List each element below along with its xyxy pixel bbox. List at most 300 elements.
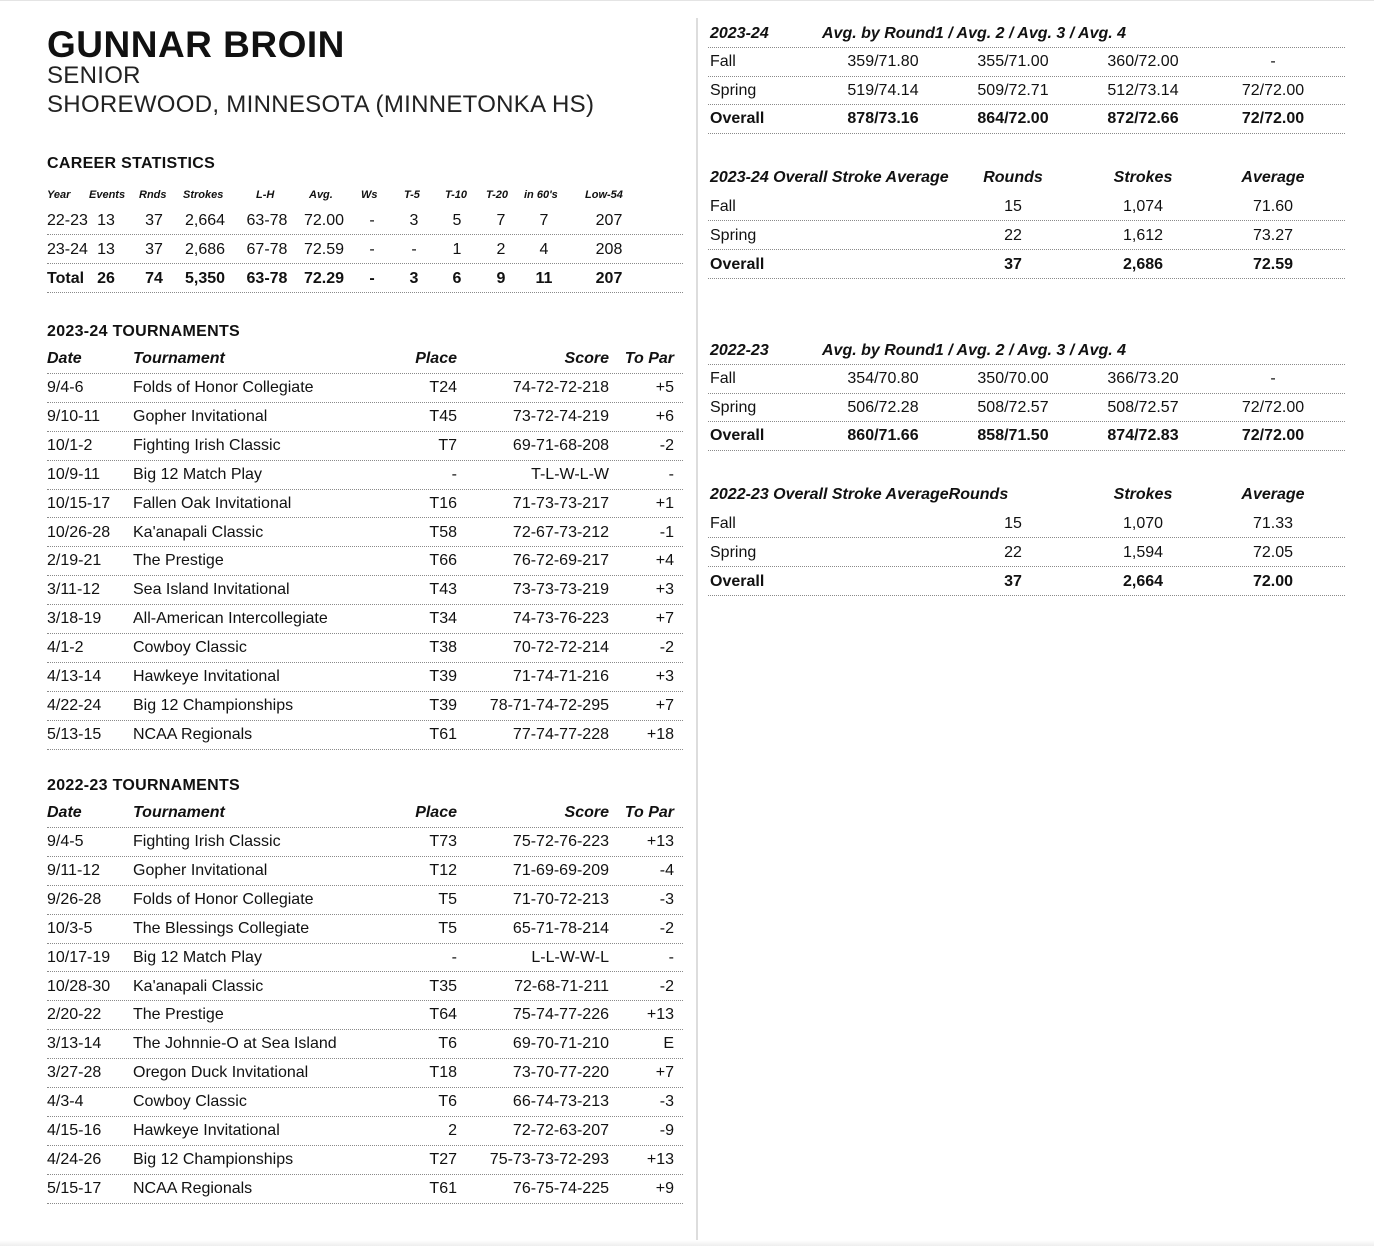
total-cell: 207 <box>595 270 623 287</box>
total-cell: 2,686 <box>1122 256 1164 273</box>
table-cell: 3/18-19 <box>47 610 102 628</box>
table-cell: +3 <box>655 581 674 599</box>
table-row <box>708 509 1345 538</box>
column-header: 2023-24 Overall Stroke Average <box>710 169 949 186</box>
total-cell: 9 <box>496 270 506 287</box>
table-cell: T66 <box>429 552 457 570</box>
table-row <box>708 77 1345 106</box>
table-cell: 9/4-5 <box>47 833 84 850</box>
table-cell: 208 <box>595 241 623 258</box>
tournaments-2023-24-title: 2023-24 TOURNAMENTS <box>47 323 241 340</box>
table-cell: 2/19-21 <box>47 552 102 570</box>
table-cell: T35 <box>429 977 457 995</box>
table-total-row <box>708 422 1345 451</box>
table-row <box>47 634 683 663</box>
player-hometown: SHOREWOOD, MINNESOTA (MINNETONKA HS) <box>47 91 595 118</box>
column-header: Score <box>564 350 609 367</box>
column-header: T-10 <box>445 189 468 201</box>
table-cell: 509/72.71 <box>977 81 1049 99</box>
table-cell: Ka'anapali Classic <box>133 977 264 995</box>
table-cell: - <box>451 465 457 483</box>
table-cell: -3 <box>659 890 674 908</box>
table-cell: 22 <box>1004 227 1022 244</box>
table-cell: 1,070 <box>1122 515 1164 532</box>
table-cell: E <box>663 1035 674 1053</box>
table-cell: +7 <box>655 1064 674 1082</box>
table-cell: T6 <box>438 1035 457 1053</box>
table-cell: T64 <box>429 1006 457 1024</box>
table-cell: 76-72-69-217 <box>512 552 609 570</box>
table-cell: T5 <box>438 919 457 937</box>
table-cell: 3/27-28 <box>47 1064 102 1082</box>
table-row <box>47 886 683 915</box>
table-cell: 75-72-76-223 <box>512 833 609 850</box>
table-cell: 37 <box>145 212 163 229</box>
table-cell: T-L-W-L-W <box>531 465 609 483</box>
column-header: Tournament <box>133 350 225 367</box>
column-header: in 60's <box>524 189 558 201</box>
table-cell: 4/24-26 <box>47 1150 102 1168</box>
table-cell: 512/73.14 <box>1107 81 1179 99</box>
column-header: L-H <box>256 189 275 201</box>
table-cell: NCAA Regionals <box>133 1179 253 1197</box>
table-cell: 4/3-4 <box>47 1093 84 1111</box>
column-header: Tournament <box>133 804 225 821</box>
table-cell: The Blessings Collegiate <box>133 919 310 937</box>
table-cell: 354/70.80 <box>847 370 919 387</box>
table-header-row <box>47 184 683 206</box>
table-cell: Sea Island Invitational <box>133 581 290 599</box>
table-row <box>47 1001 683 1030</box>
table-cell: - <box>369 241 375 258</box>
player-name: GUNNAR BROIN <box>47 24 345 65</box>
total-cell: 878/73.16 <box>847 110 919 128</box>
table-cell: 23-24 <box>47 241 88 258</box>
column-header: Avg. by Round1 / Avg. 2 / Avg. 3 / Avg. 4 <box>822 25 1127 42</box>
table-row <box>708 192 1345 221</box>
table-row <box>708 365 1345 394</box>
table-cell: 5/13-15 <box>47 725 102 743</box>
table-cell: 71-69-69-209 <box>512 861 609 879</box>
table-header-row <box>708 20 1345 48</box>
table-cell: 72.59 <box>303 241 345 258</box>
table-cell: 72-72-63-207 <box>512 1122 609 1139</box>
table-cell: 5/15-17 <box>47 1179 102 1197</box>
table-cell: 3/13-14 <box>47 1035 102 1053</box>
table-cell: T16 <box>429 494 457 512</box>
table-cell: 10/28-30 <box>47 977 111 995</box>
table-cell: - <box>451 948 457 966</box>
table-cell: 2,664 <box>184 212 226 229</box>
table-cell: 9/11-12 <box>47 861 101 879</box>
column-header: Avg. by Round1 / Avg. 2 / Avg. 3 / Avg. 4 <box>822 342 1127 359</box>
table-cell: T39 <box>429 668 457 685</box>
table-cell: 75-73-73-72-293 <box>489 1150 609 1168</box>
table-cell: 15 <box>1004 515 1022 532</box>
table-row <box>47 235 683 264</box>
table-cell: 10/26-28 <box>47 523 111 541</box>
table-cell: Fall <box>710 370 736 387</box>
total-cell: Overall <box>710 573 765 590</box>
table-cell: Big 12 Championships <box>133 696 294 714</box>
table-cell: 5 <box>452 212 462 229</box>
column-header: Date <box>47 350 82 367</box>
table-cell: T12 <box>429 861 457 879</box>
career-stats-title: CAREER STATISTICS <box>47 155 216 172</box>
table-cell: 10/9-11 <box>47 465 101 483</box>
table-cell: 9/26-28 <box>47 890 102 908</box>
table-cell: 13 <box>97 212 115 229</box>
table-row <box>47 403 683 432</box>
table-cell: -2 <box>659 919 674 937</box>
table-cell: Spring <box>710 398 757 416</box>
column-header: Year <box>47 189 71 201</box>
table-cell: 359/71.80 <box>847 53 919 70</box>
table-cell: 350/70.00 <box>977 370 1049 387</box>
table-cell: 2 <box>448 1122 457 1139</box>
table-header-row <box>708 164 1345 192</box>
total-cell: 74 <box>145 270 163 287</box>
table-row <box>47 374 683 403</box>
table-cell: T73 <box>429 833 457 850</box>
table-cell: +6 <box>655 407 674 425</box>
table-cell: 355/71.00 <box>977 53 1049 70</box>
table-cell: - <box>1270 53 1276 70</box>
table-cell: T5 <box>438 890 457 908</box>
table-cell: Gopher Invitational <box>133 861 268 879</box>
table-cell: 72/72.00 <box>1241 398 1305 416</box>
table-cell: -2 <box>659 436 674 454</box>
table-cell: Gopher Invitational <box>133 407 268 425</box>
table-row <box>708 48 1345 77</box>
table-cell: Folds of Honor Collegiate <box>133 890 314 908</box>
total-cell: 11 <box>535 270 553 287</box>
total-cell: 5,350 <box>184 270 226 287</box>
table-row <box>47 1146 683 1175</box>
total-cell: 72.29 <box>303 270 345 287</box>
table-cell: 3/11-12 <box>47 581 101 599</box>
table-cell: The Prestige <box>133 552 224 570</box>
table-cell: 10/15-17 <box>47 494 111 512</box>
top-border <box>0 0 1374 1</box>
table-row <box>47 490 683 519</box>
table-cell: 76-75-74-225 <box>512 1179 609 1197</box>
table-row <box>47 576 683 605</box>
table-row <box>47 721 683 750</box>
table-cell: Oregon Duck Invitational <box>133 1064 309 1082</box>
table-cell: 360/72.00 <box>1107 53 1179 70</box>
total-cell: 72.59 <box>1252 256 1294 273</box>
column-header: 2023-24 <box>710 25 769 42</box>
table-cell: 75-74-77-226 <box>512 1006 609 1024</box>
table-row <box>47 915 683 944</box>
table-row <box>47 206 683 235</box>
total-cell: 860/71.66 <box>847 427 919 445</box>
table-cell: +13 <box>646 1006 674 1024</box>
table-cell: Fighting Irish Classic <box>133 833 281 850</box>
column-header: Average <box>1241 169 1305 186</box>
column-header: To Par <box>624 804 674 821</box>
table-cell: 72.00 <box>303 212 345 229</box>
table-row <box>47 1088 683 1117</box>
table-cell: L-L-W-W-L <box>531 948 609 966</box>
table-cell: Hawkeye Invitational <box>133 1122 280 1139</box>
table-cell: 519/74.14 <box>847 81 919 99</box>
table-cell: 65-71-78-214 <box>512 919 609 937</box>
table-cell: 22-23 <box>47 212 88 229</box>
total-cell: 2,664 <box>1122 573 1164 590</box>
total-cell: 26 <box>97 270 115 287</box>
table-row <box>47 1030 683 1059</box>
table-cell: 37 <box>145 241 163 258</box>
total-cell: Overall <box>710 427 765 445</box>
table-cell: 72-68-71-211 <box>514 977 609 995</box>
table-cell: T43 <box>429 581 457 599</box>
table-row <box>47 432 683 461</box>
column-header: To Par <box>624 350 674 367</box>
table-cell: 22 <box>1004 544 1022 561</box>
table-cell: +4 <box>655 552 674 570</box>
table-cell: 2,686 <box>184 241 226 258</box>
table-cell: 4/1-2 <box>47 639 84 657</box>
column-header: Place <box>415 350 457 367</box>
total-cell: 72/72.00 <box>1241 427 1305 445</box>
table-cell: Fall <box>710 198 736 215</box>
column-divider <box>696 18 698 1246</box>
table-cell: T18 <box>429 1064 457 1082</box>
total-cell: 37 <box>1004 256 1022 273</box>
table-row <box>47 605 683 634</box>
table-cell: 70-72-72-214 <box>512 639 609 657</box>
table-cell: 71-70-72-213 <box>512 890 609 908</box>
table-cell: T58 <box>429 523 457 541</box>
table-row <box>47 1059 683 1088</box>
table-cell: 69-70-71-210 <box>512 1035 609 1053</box>
table-cell: +18 <box>646 725 674 743</box>
table-row <box>47 1175 683 1204</box>
table-cell: Spring <box>710 81 757 99</box>
table-header-row <box>47 798 683 828</box>
table-cell: Folds of Honor Collegiate <box>133 379 314 396</box>
table-cell: 73-73-73-219 <box>512 581 609 599</box>
table-cell: Big 12 Match Play <box>133 948 262 966</box>
table-cell: 78-71-74-72-295 <box>489 696 609 714</box>
table-cell: 71-73-73-217 <box>512 494 609 512</box>
table-cell: 10/1-2 <box>47 436 93 454</box>
table-cell: 15 <box>1004 198 1022 215</box>
table-cell: Big 12 Championships <box>133 1150 294 1168</box>
table-cell: 72-67-73-212 <box>512 523 609 541</box>
column-header: T-5 <box>404 189 420 201</box>
table-cell: 72/72.00 <box>1241 81 1305 99</box>
table-cell: 13 <box>97 241 115 258</box>
column-header: Strokes <box>1113 169 1173 186</box>
total-cell: 874/72.83 <box>1107 427 1179 445</box>
total-cell: 37 <box>1004 573 1022 590</box>
table-cell: 73.27 <box>1252 227 1294 244</box>
column-header: Date <box>47 804 82 821</box>
tournaments-2022-23-title: 2022-23 TOURNAMENTS <box>47 777 241 794</box>
table-cell: All-American Intercollegiate <box>133 610 328 628</box>
table-cell: 4/22-24 <box>47 696 102 714</box>
table-cell: 9/4-6 <box>47 379 84 396</box>
table-row <box>47 692 683 721</box>
table-row <box>708 538 1345 567</box>
table-cell: T24 <box>429 379 457 396</box>
table-cell: 74-73-76-223 <box>512 610 609 628</box>
table-cell: Fall <box>710 53 736 70</box>
table-cell: 77-74-77-228 <box>512 725 609 743</box>
player-class: SENIOR <box>47 62 141 89</box>
table-cell: 7 <box>496 212 506 229</box>
table-cell: T61 <box>429 725 457 743</box>
table-cell: 63-78 <box>246 212 288 229</box>
table-cell: 1,074 <box>1122 198 1164 215</box>
total-cell: 864/72.00 <box>977 110 1049 128</box>
table-cell: Cowboy Classic <box>133 639 247 657</box>
column-header: Avg. <box>309 189 333 201</box>
table-cell: 366/73.20 <box>1107 370 1179 387</box>
table-cell: NCAA Regionals <box>133 725 253 743</box>
column-header: Average <box>1241 486 1305 503</box>
table-row <box>708 221 1345 250</box>
total-cell: 3 <box>409 270 419 287</box>
column-header: Place <box>415 804 457 821</box>
table-row <box>708 394 1345 423</box>
total-cell: Total <box>47 270 85 287</box>
column-header: T-20 <box>486 189 509 201</box>
table-cell: Ka'anapali Classic <box>133 523 264 541</box>
table-cell: - <box>1270 370 1276 387</box>
table-cell: -2 <box>659 639 674 657</box>
table-row <box>47 857 683 886</box>
table-cell: 1,594 <box>1122 544 1164 561</box>
table-cell: 7 <box>539 212 549 229</box>
table-cell: T27 <box>429 1150 457 1168</box>
table-cell: T6 <box>438 1093 457 1111</box>
column-header: Rounds <box>983 169 1043 186</box>
table-cell: 10/3-5 <box>47 919 93 937</box>
column-header: 2022-23 Overall Stroke AverageRounds <box>710 486 1009 503</box>
table-cell: The Prestige <box>133 1006 224 1024</box>
table-cell: 207 <box>595 212 623 229</box>
table-cell: T61 <box>429 1179 457 1197</box>
table-cell: 2/20-22 <box>47 1006 102 1024</box>
column-header: 2022-23 <box>710 342 769 359</box>
table-cell: The Johnnie-O at Sea Island <box>133 1035 337 1053</box>
table-cell: -2 <box>659 977 674 995</box>
table-cell: T34 <box>429 610 457 628</box>
table-cell: 4 <box>539 241 549 258</box>
table-cell: Cowboy Classic <box>133 1093 247 1111</box>
table-cell: 66-74-73-213 <box>512 1093 609 1111</box>
table-cell: +13 <box>646 833 674 850</box>
table-cell: Fallen Oak Invitational <box>133 494 292 512</box>
bottom-shade <box>0 1240 1374 1246</box>
table-cell: - <box>411 241 417 258</box>
column-header: Score <box>564 804 609 821</box>
table-cell: 72.05 <box>1252 544 1294 561</box>
table-cell: Spring <box>710 544 757 561</box>
table-cell: +5 <box>655 379 674 396</box>
table-cell: T45 <box>429 407 457 425</box>
table-total-row <box>708 567 1345 596</box>
table-cell: - <box>668 465 674 483</box>
total-cell: 858/71.50 <box>977 427 1049 445</box>
table-cell: +13 <box>646 1150 674 1168</box>
table-cell: +7 <box>655 696 674 714</box>
total-cell: 872/72.66 <box>1107 110 1179 128</box>
column-header: Strokes <box>1113 486 1173 503</box>
table-cell: 71.33 <box>1252 515 1294 532</box>
table-row <box>47 973 683 1002</box>
table-cell: Fighting Irish Classic <box>133 436 281 454</box>
table-cell: Spring <box>710 227 757 244</box>
total-cell: 6 <box>452 270 462 287</box>
column-header: Low-54 <box>585 189 623 201</box>
table-cell: T7 <box>438 436 457 454</box>
table-row <box>47 944 683 973</box>
table-cell: 1 <box>452 241 462 258</box>
table-cell: 73-72-74-219 <box>512 407 609 425</box>
table-cell: Hawkeye Invitational <box>133 668 280 685</box>
table-cell: Big 12 Match Play <box>133 465 262 483</box>
table-cell: -1 <box>659 523 674 541</box>
table-cell: 10/17-19 <box>47 948 111 966</box>
table-total-row <box>708 105 1345 134</box>
total-cell: 63-78 <box>246 270 288 287</box>
table-cell: 73-70-77-220 <box>512 1064 609 1082</box>
table-cell: Fall <box>710 515 736 532</box>
table-cell: - <box>369 212 375 229</box>
table-row <box>47 828 683 857</box>
table-cell: +1 <box>655 494 674 512</box>
table-total-row <box>708 250 1345 279</box>
column-header: Ws <box>361 189 378 201</box>
total-cell: 72.00 <box>1252 573 1294 590</box>
table-cell: 74-72-72-218 <box>512 379 609 396</box>
table-cell: 2 <box>496 241 506 258</box>
table-cell: - <box>668 948 674 966</box>
column-header: Events <box>89 189 126 201</box>
table-cell: 506/72.28 <box>847 398 919 416</box>
table-cell: 4/15-16 <box>47 1122 102 1139</box>
total-cell: Overall <box>710 256 765 273</box>
total-cell: - <box>369 270 375 287</box>
table-row <box>47 461 683 490</box>
table-header-row <box>47 344 683 374</box>
table-total-row <box>47 264 683 293</box>
table-cell: -3 <box>659 1093 674 1111</box>
table-header-row <box>708 336 1345 365</box>
table-cell: +7 <box>655 610 674 628</box>
table-cell: -4 <box>659 861 674 879</box>
table-cell: 1,612 <box>1122 227 1164 244</box>
column-header: Rnds <box>139 189 167 201</box>
table-cell: 67-78 <box>246 241 288 258</box>
table-cell: -9 <box>659 1122 674 1139</box>
total-cell: 72/72.00 <box>1241 110 1305 128</box>
table-cell: 71.60 <box>1252 198 1294 215</box>
table-cell: T38 <box>429 639 457 657</box>
table-cell: 9/10-11 <box>47 407 101 425</box>
total-cell: Overall <box>710 110 765 128</box>
table-header-row <box>708 481 1345 509</box>
column-header: Strokes <box>183 189 224 201</box>
table-row <box>47 663 683 692</box>
table-cell: +9 <box>655 1179 674 1197</box>
table-row <box>47 1117 683 1146</box>
